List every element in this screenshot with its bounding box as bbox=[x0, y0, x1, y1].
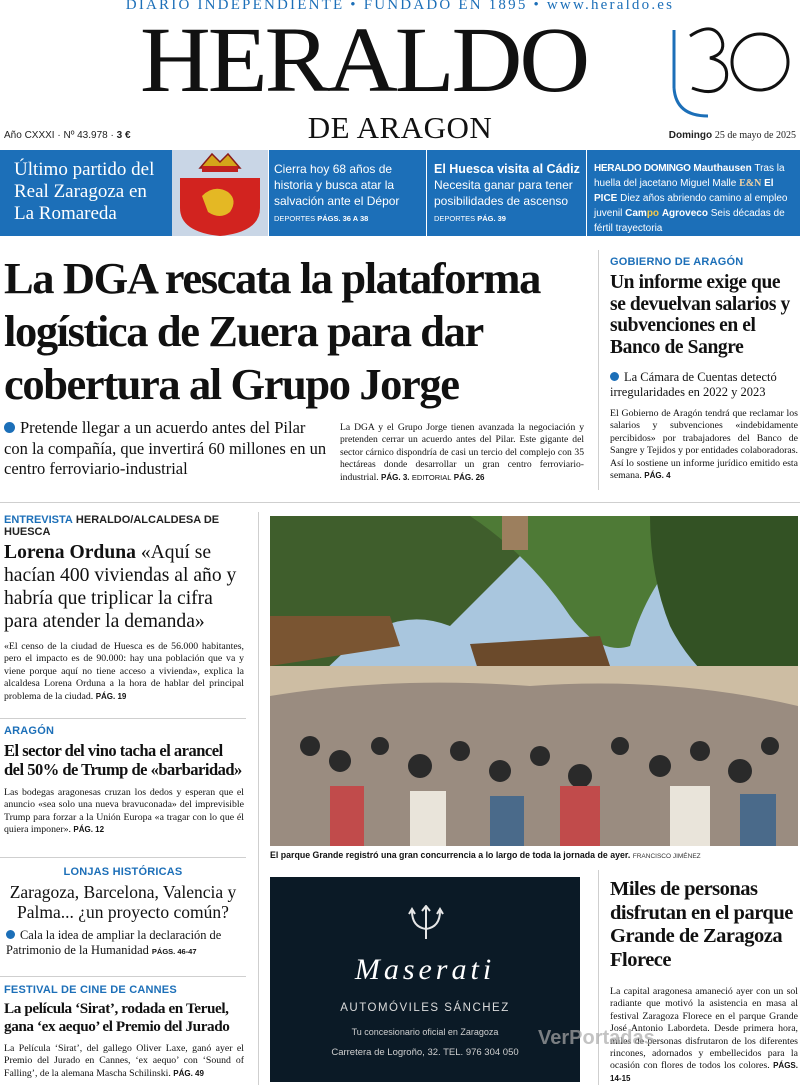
promo-kicker-mauthausen: Mauthausen bbox=[693, 163, 752, 174]
gobierno-subhead: La Cámara de Cuentas detectó irregularidades en 2022 y 2023 bbox=[610, 370, 777, 399]
cannes-body: La Película ‘Sirat’, del gallego Oliver Laxe, ganó ayer el Premio del Jurado en Cannes, ‘ex aequo’ con ‘Sound of Falling’, de la alemana Mascha Schilinski. PÁG. 49 bbox=[4, 1043, 244, 1079]
gobierno-headline: Un informe exige que se devuelvan salarios y subvenciones en el Banco de Sangre bbox=[610, 272, 790, 358]
issue-price: 3 € bbox=[116, 130, 131, 141]
maserati-tagline: Tu concesionario oficial en Zaragoza bbox=[351, 1027, 499, 1037]
lead-photo[interactable] bbox=[270, 516, 798, 846]
entrevista-headline: Lorena Orduna «Aquí se hacían 400 viviendas al año y habría que triplicar la cifra para atender la demanda» bbox=[4, 542, 237, 632]
real-zaragoza-crest-icon bbox=[172, 150, 268, 236]
promo-huesca[interactable] bbox=[434, 161, 582, 223]
cannes-headline: La película ‘Sirat’, rodada en Teruel, gana ‘ex aequo’ el Premio del Jurado bbox=[4, 1000, 230, 1035]
maserati-address: Carretera de Logroño, 32. TEL. 976 304 050 bbox=[331, 1047, 519, 1058]
florece-body: La capital aragonesa amaneció ayer con un sol radiante que motivó la asistencia en masa al festival Zaragoza Florece en el parque Grande José Antonio Labordeta. Desde primera hora, miles de personas disfrutaron de los diferentes rincones, adornados y embellecidos para la ocasión con flores de todos los colores. PÁGS. 14-15 bbox=[610, 986, 798, 1083]
campo-logo-b: po bbox=[646, 208, 660, 219]
aragon-story[interactable] bbox=[4, 725, 244, 837]
aragon-section: ARAGÓN bbox=[4, 725, 55, 737]
trident-icon bbox=[406, 905, 446, 939]
heraldo-domingo-brand: HERALDO DOMINGO bbox=[594, 163, 691, 174]
promo-text-agroveco: Seis décadas de fértil trayectoria bbox=[594, 208, 785, 234]
issue-number: Año CXXXI · Nº 43.978 · bbox=[4, 130, 114, 141]
issue-info bbox=[4, 130, 131, 141]
promo-huesca-title: El Huesca visita al Cádiz bbox=[434, 162, 580, 176]
bullet-icon bbox=[610, 372, 619, 381]
lonjas-subhead: Cala la idea de ampliar la declaración de Patrimonio de la Humanidad PÁGS. 46-47 bbox=[6, 928, 222, 957]
real-zaragoza-crest bbox=[172, 150, 268, 236]
promo-banner bbox=[0, 150, 800, 236]
park-crowd-photo bbox=[270, 516, 798, 846]
photo-credit: FRANCISCO JIMÉNEZ bbox=[632, 853, 701, 860]
photo-caption-text: El parque Grande registró una gran concurrencia a lo largo de toda la jornada de ayer. bbox=[270, 850, 631, 860]
promo-huesca-ref: DEPORTES PÁG. 39 bbox=[434, 214, 506, 223]
photo-caption bbox=[270, 850, 800, 860]
promo-text-pice: Diez años abriendo camino al empleo juvenil bbox=[594, 193, 788, 219]
issue-date bbox=[669, 130, 796, 141]
lead-subhead: Pretende llegar a un acuerdo antes del Pilar con la compañía, que invertirá 60 millones en un centro ferroviario-industrial bbox=[4, 418, 327, 478]
gobierno-section: GOBIERNO DE ARAGÓN bbox=[610, 256, 744, 268]
masthead-tagline: DIARIO INDEPENDIENTE • FUNDADO EN 1895 • www.heraldo.es bbox=[125, 0, 675, 13]
promo-text-mauthausen: Tras la huella del jacetano Miguel Malle bbox=[594, 163, 785, 189]
anniversary-130-icon bbox=[664, 24, 794, 120]
en-logo: E&N bbox=[739, 178, 762, 189]
lonjas-story[interactable] bbox=[0, 866, 246, 959]
promo-romareda-text: Último partido del Real Zaragoza en La Romareda bbox=[14, 159, 155, 224]
masthead-title[interactable]: HERALDO bbox=[140, 9, 588, 112]
florece-story[interactable] bbox=[610, 878, 798, 1085]
promo-kicker-agroveco: Agroveco bbox=[661, 208, 708, 219]
promo-romareda[interactable] bbox=[0, 150, 268, 236]
aragon-body: Las bodegas aragonesas cruzan los dedos y esperan que el anuncio «sea solo una nueva bravuconada» del imprevisible Trump para forzar a la Unión Europa «a tragar con lo que él quiera imponer». PÁG. 12 bbox=[4, 787, 244, 836]
anniversary-logo bbox=[664, 24, 794, 120]
promo-depor[interactable] bbox=[274, 161, 420, 223]
promo-depor-ref: DEPORTES PÁGS. 36 A 38 bbox=[274, 214, 369, 223]
campo-logo-a: Cam bbox=[625, 208, 647, 219]
issue-date-text: 25 de mayo de 2025 bbox=[714, 130, 796, 141]
promo-huesca-text: Necesita ganar para tener posibilidades de ascenso bbox=[434, 178, 573, 208]
cannes-section: FESTIVAL DE CINE DE CANNES bbox=[4, 984, 177, 996]
bullet-icon bbox=[6, 930, 15, 939]
aragon-headline: El sector del vino tacha el arancel del 50% de Trump de «barbaridad» bbox=[4, 741, 242, 779]
issue-day: Domingo bbox=[668, 130, 713, 141]
maserati-dealer: AUTOMÓVILES SÁNCHEZ bbox=[340, 1002, 510, 1014]
lonjas-headline: Zaragoza, Barcelona, Valencia y Palma... ¿un proyecto común? bbox=[9, 882, 237, 922]
maserati-ad[interactable] bbox=[270, 877, 580, 1082]
watermark: VerPortadas bbox=[538, 1027, 655, 1049]
lead-headline[interactable]: La DGA rescata la plataforma logística de Zuera para dar cobertura al Grupo Jorge bbox=[4, 253, 540, 409]
maserati-logo: Maserati bbox=[354, 953, 496, 986]
lonjas-section: LONJAS HISTÓRICAS bbox=[63, 866, 183, 878]
gobierno-story[interactable] bbox=[610, 256, 798, 482]
cannes-story[interactable] bbox=[4, 984, 244, 1080]
bullet-icon bbox=[4, 422, 15, 433]
lead-body: La DGA y el Grupo Jorge tienen avanzada la negociación y pretenden cerrar un acuerdo antes del Pilar. Este gigante del sector cárnico dispondría de casi un tercio del complejo con 35 hectáreas donde desarrollar un gran centro ferroviario-industrial. PÁG. 3. EDITORIAL PÁG. 26 bbox=[340, 422, 584, 483]
entrevista-kicker: ENTREVISTA HERALDO/ALCALDESA DE HUESCA bbox=[4, 514, 220, 538]
promo-depor-text: Cierra hoy 68 años de historia y busca atar la salvación ante el Dépor bbox=[274, 162, 400, 208]
promo-heraldo-domingo[interactable] bbox=[594, 161, 796, 236]
florece-headline: Miles de personas disfrutan en el parque Grande de Zaragoza Florece bbox=[610, 878, 793, 971]
entrevista-body: «El censo de la ciudad de Huesca es de 56.000 habitantes, pero el impacto es de 90.000: hay una población que va y viene porque aquí no tiene acceso a vivienda», explica la alcaldesa Lorena Orduna a la hora de hablar del principal problema de la ciudad. PÁG. 19 bbox=[4, 641, 244, 702]
entrevista-story[interactable] bbox=[4, 514, 244, 703]
promo-kicker-pice: El PICE bbox=[594, 178, 774, 204]
gobierno-body: El Gobierno de Aragón tendrá que reclamar los salarios y subvenciones «indebidamente percibidos» por trabajadores del Banco de Sangre y Tejidos y por entidades colaboradoras. Así lo sostiene un informe jurídico emitido esta semana. PÁG. 4 bbox=[610, 408, 798, 482]
masthead-subtitle: DE ARAGON bbox=[307, 110, 493, 145]
